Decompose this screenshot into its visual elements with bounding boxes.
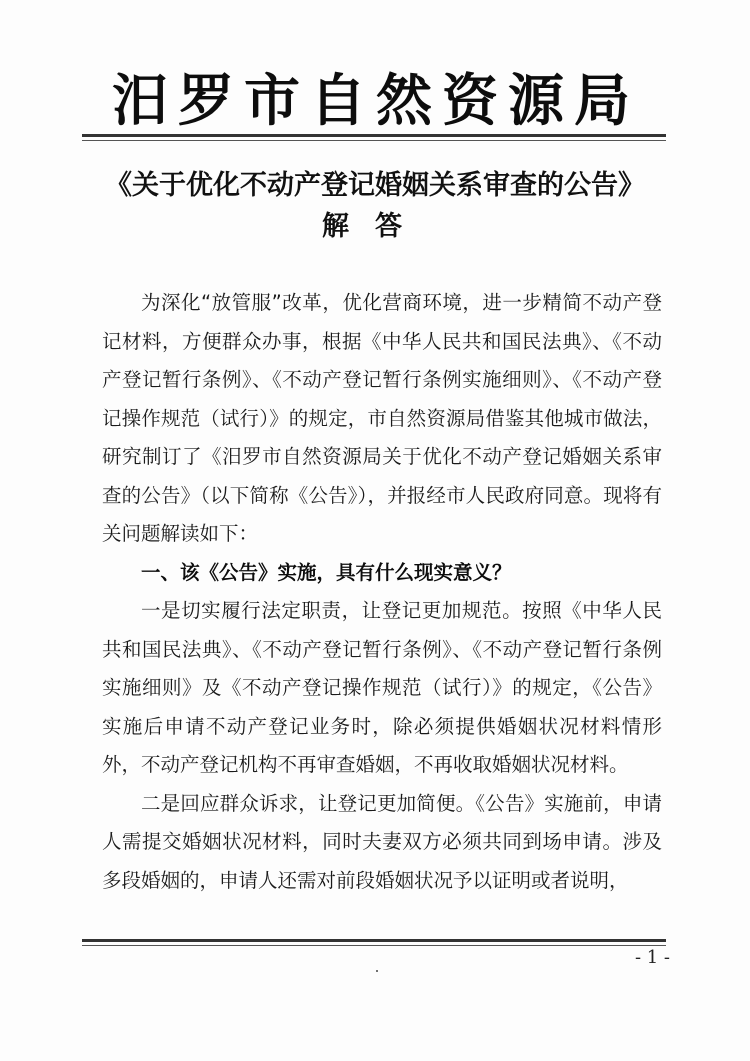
organization-header: 汨罗市自然资源局 (112, 68, 640, 134)
paragraph-point-1: 一是切实履行法定职责，让登记更加规范。按照《中华人民共和国民法典》、《不动产登记暂行条例》、《不动产登记暂行条例实施细则》及《不动产登记操作规范（试行）》的规定，《公告》实施后申请不动产登记业务时，除必须提供婚姻状况材料情形外，不动产登记机构不再审查婚姻，不再收取婚姻状况材料。 (102, 599, 662, 776)
scan-speck (376, 970, 378, 972)
paragraph-point-2: 二是回应群众诉求，让登记更加简便。《公告》实施前，申请人需提交婚姻状况材料，同时夫妻双方必须共同到场申请。涉及多段婚姻的，申请人还需对前段婚姻状况予以证明或者说明， (102, 791, 662, 892)
document-subtitle: 解答 (322, 211, 428, 242)
paragraph-intro: 为深化“放管服”改革，优化营商环境，进一步精简不动产登记材料，方便群众办事，根据《中华人民共和国民法典》、《不动产登记暂行条例》、《不动产登记暂行条例实施细则》、《不动产登记操作规范（试行）》的规定，市自然资源局借鉴其他城市做法，研究制订了《汨罗市自然资源局关于优化不动产登记婚姻关系审查的公告》（以下简称《公告》），并报经市人民政府同意。现将有关问题解读如下： (102, 291, 662, 545)
header-rule-thin (82, 140, 666, 141)
page-number: - 1 - (634, 947, 670, 968)
footer-rule-thin (82, 945, 666, 946)
footer-rule (82, 939, 666, 942)
document-title: 《关于优化不动产登记婚姻关系审查的公告》 (105, 170, 645, 201)
header-rule (82, 134, 666, 137)
document-body (102, 284, 662, 900)
section-heading-1: 一、该《公告》实施，具有什么现实意义？ (141, 560, 512, 584)
